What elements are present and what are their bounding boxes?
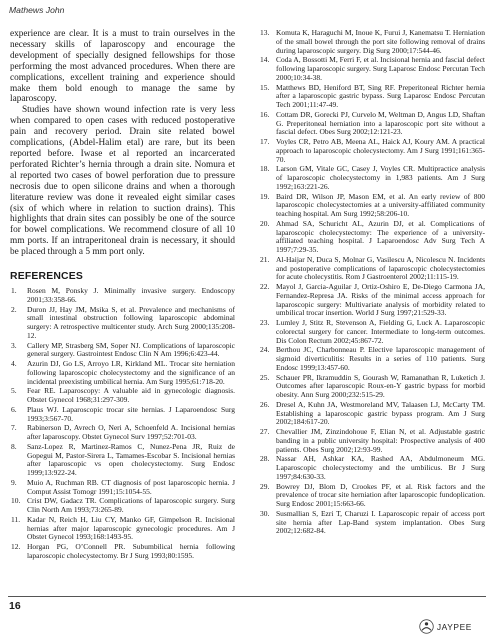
reference-item [10,342,235,360]
reference-number: 11. [11,514,21,524]
reference-text: Crist DW, Gadacz TR. Complications of laparoscopic surgery. Surg Clin North Am 1993;73:265-89. [27,496,235,515]
reference-number: 23. [260,318,270,327]
reference-number: 17. [260,137,270,146]
reference-item [259,346,485,372]
reference-number: 3. [11,340,17,350]
reference-number: 10. [11,496,21,506]
reference-number: 9. [11,477,17,487]
reference-item [259,256,485,282]
body-paragraph: experience are clear. It is a must to train ourselves in the necessary skills of laparoscopy and encourage the development of specially designed fellowships for those performing the most advanced procedures. When there are complications, excellent training and experience should make them bold enough to manage the same by laparoscopy. [10,29,235,105]
reference-number: 7. [11,423,17,433]
reference-text: Cottam DR, Gorecki PJ, Curvelo M, Weltman D, Angus LD, Shaftan G. Preperitoneal herniation into a laparoscopic port site without a fascial defect. Obes Surg 2002;12:121-23. [276,109,485,137]
reference-text: Matthews BD, Heniford BT, Sing RF. Preperitoneal Richter hernia after a laparoscopic gastric bypass. Surg Laparosc Endosc Percutan Tech 2001;11:47-49. [276,82,485,109]
reference-text: Lumley J, Stitz R, Stevenson A, Fielding G, Luck A. Laparoscopic colorectal surgery for cancer. Intermediate to long-term outcomes. Dis Colon Rectum 2002;45:867-72. [276,318,485,345]
reference-number: 8. [11,441,17,451]
right-column [259,29,485,537]
reference-item [259,56,485,82]
reference-text: Sanz-Lopez R, Martinez-Ramos C, Nunez-Pena JR, Ruiz de Gopegui M, Pastor-Sirera L, Tamames-Escobar S. Incisional hernias after laparoscopic vs open cholecystectomy. Surg Endosc 1999;13:922-24. [27,441,235,478]
reference-text: Bowrey DJ, Blom D, Crookes PF, et al. Risk factors and the prevalence of trocar site herniation after laparoscopic fundoplication. Surg Endosc 2001;15:663-66. [276,481,485,508]
reference-text: Baird DR, Wilson JP, Mason EM, et al. An early review of 800 laparoscopic cholecystectomies at a university-affiliated community teaching hospital. Am Surg 1992;58:206-10. [276,191,485,218]
reference-item [259,283,485,318]
publisher-name: JAYPEE [436,621,472,632]
reference-text: Muio A, Ruchman RB. CT diagnosis of post laparoscopic hernia. J Comput Assist Tomogr 1991;15:1054-55. [27,477,235,496]
reference-item [10,406,235,424]
reference-text: Chevallier JM, Zinzindohoue F, Elian N, et al. Adjustable gastric banding in a public university hospital: Prospective analysis of 400 patients. Obes Surg 2002;12:93-99. [276,427,485,454]
reference-text: Al-Haijar N, Duca S, Molnar G, Vasilescu A, Nicolescu N. Incidents and postoperative complications of laparoscopic cholecystectomies for acute cholecystitis. Rom J Gastroenterol 2002;11:115-19. [276,254,485,282]
reference-item [259,510,485,536]
reference-item [259,193,485,219]
reference-number: 24. [260,345,270,355]
reference-text: Komuta K, Haraguchi M, Inoue K, Furui J, Kanematsu T. Herniation of the small bowel through the port site following removal of drains during laparoscopic surgery. Dig Surg 2000;17:544-46. [276,28,485,55]
footer-rule [8,596,486,597]
reference-number: 13. [260,28,270,37]
reference-text: Plaus WJ. Laparoscopic trocar site hernias. J Laparoendosc Surg 1993;3:567-70. [27,404,235,423]
reference-item [10,497,235,515]
reference-item [259,401,485,427]
reference-number: 25. [260,372,270,382]
reference-item [259,455,485,481]
reference-text: Kadar N, Reich H, Liu CY, Manko GF, Gimpelson R. Incisional hernias after major laparoscopic gynecologic procedures. Am J Obstet Gynecol 1993;168:1493-95. [27,514,235,542]
reference-number: 30. [260,508,270,518]
reference-item [10,306,235,341]
reference-number: 6. [11,404,17,414]
reference-text: Berthou JC, Charbonneau P. Elective laparoscopic management of sigmoid diverticulitis: Results in a series of 110 patients. Surg Endosc 1999;13:457-60. [276,345,485,372]
reference-text: Schauer PR, Ikramuddin S, Gourash W, Ramanathan R, Luketich J. Outcomes after laparoscopic Roux-en-Y gastric bypass for morbid obesity. Ann Surg 2000;232:515-29. [276,372,485,399]
reference-number: 5. [11,386,17,396]
reference-number: 2. [11,304,17,314]
running-head: Mathews John [9,5,65,15]
reference-text: Ahmad SA, Schuricht AL, Azurin DJ, et al. Complications of laparoscopic cholecystectomy: The experience of a university-affiliated teaching hospital. J Laparoendosc Adv Surg Tech A 1997;7:29-35. [276,218,485,254]
reference-number: 1. [11,286,17,296]
reference-text: Susmallian S, Ezri T, Charuzi I. Laparoscopic repair of access port site hernia after Lap-Band system implantation. Obes Surg 2002;12:682-84. [276,508,485,536]
left-column [10,29,235,562]
reference-item [259,319,485,345]
reference-item [10,543,235,561]
reference-text: Duron JJ, Hay JM, Msika S, et al. Prevalence and mechanisms of small intestinal obstruction following laparoscopic abdominal surgery: A retrospective multicenter study. Arch Surg 2000;135:208-12. [27,304,235,340]
reference-item [259,483,485,509]
reference-item [259,220,485,255]
publisher-logo [419,619,472,634]
reference-number: 4. [11,359,17,369]
reference-text: Voyles CR, Petro AB, Meena AL, Haick AJ, Koury AM. A practical approach to laparoscopic cholecystectomy. Am J Surg 1991;161:365-70. [276,137,485,164]
reference-text: Nassar AH, Ashkar KA, Rashed AA, Abdulmoneum MG. Laparoscopic cholecystectomy and the umbilicus. Br J Surg 1997;84:630-33. [276,454,485,481]
references-heading: REFERENCES [10,271,84,283]
reference-number: 14. [260,55,270,65]
page-number: 16 [9,600,21,612]
reference-number: 15. [260,82,270,92]
reference-text: Coda A, Bossotti M, Ferri F, et al. Incisional hernia and fascial defect following laparoscopic surgery. Surg Laparosc Endosc Percutan Tech 2000;10:34-38. [276,55,485,82]
reference-number: 12. [11,542,21,552]
reference-item [10,479,235,497]
reference-item [10,360,235,386]
jaypee-logo-icon [419,619,434,634]
reference-item [10,387,235,405]
reference-number: 21. [260,254,270,264]
reference-list-right [259,29,485,536]
reference-item [10,443,235,478]
reference-text: Azurin DJ, Go LS, Arroyo LR, Kirkland ML. Trocar site herniation following laparoscopic cholecystectomy and the significance of an incidental preexisting umbilical hernia. Am Surg 1995;61:718-20. [27,359,235,386]
reference-number: 26. [260,399,270,409]
reference-item [259,84,485,110]
reference-number: 22. [260,282,270,291]
reference-text: Rosen M, Ponsky J. Minimally invasive surgery. Endoscopy 2001;33:358-66. [27,286,235,304]
reference-number: 16. [260,109,270,119]
reference-item [259,138,485,164]
reference-text: Fear RE. Laparoscopy: A valuable aid in gynecologic diagnosis. Obstet Gynecol 1968;31:297-309. [27,386,235,405]
reference-text: Dresel A, Kuhn JA, Westmoreland MV, Talaasen LJ, McCarty TM. Establishing a laparoscopic gastric bypass program. Am J Surg 2002;184:617-20. [276,399,485,427]
reference-text: Horgan PG, O’Connell PR. Subumbilical hernia following laparoscopic cholecystectomy. Br J Surg 1993;80:1595. [27,542,235,560]
body-paragraph: Studies have shown wound infection rate is very less when compared to open cases with reduced postoperative pain and recovery period. Drain site related bowel complications, (Abdel-Halim etal) are rare, but its been reported before. Iwase et al reported an incarcerated perforated Richter’s hernia through a drain site. Nomura et al reported two cases of bowel perforation due to pressure necrosis due to open silicone drains and when a thorough literature review was done it revealed eight similar cases (six of which where in relation to suction drains). This highlights that drain sites can possibly be one of the source for bowel complications. We recommend closure of all 10 mm ports. If an intraperitoneal drain is necessary, it should be placed through a 5 mm port only. [10,105,235,258]
reference-number: 19. [260,191,270,201]
reference-item [10,516,235,542]
reference-number: 29. [260,481,270,491]
reference-item [10,424,235,442]
reference-item [259,428,485,454]
reference-number: 27. [260,427,270,436]
reference-item [259,111,485,137]
reference-item [259,29,485,55]
reference-number: 18. [260,164,270,174]
body-text [10,29,235,258]
reference-text: Larson GM, Vitale GC, Casey J, Voyles CR. Multipractice analysis of laparoscopic cholecystectomy in 1,983 patients. Am J Surg 1992;163:221-26. [276,164,485,191]
reference-number: 28. [260,454,270,464]
reference-item [259,165,485,191]
reference-item [259,374,485,400]
reference-number: 20. [260,218,270,228]
reference-text: Rabinerson D, Avrech O, Neri A, Schoenfeld A. Incisional hernias after laparoscopy. Obstet Gynecol Surv 1997;52:701-03. [27,423,235,442]
reference-item [10,287,235,305]
reference-text: Mayol J, Garcia-Aguilar J, Ortiz-Oshiro E, De-Diego Carmona JA, Fernandez-Represa JA. Risks of the minimal access approach for laparoscopic surgery: Multivariate analysis of morbidity related to umbilical trocar insertion. World J Surg 1997;21:529-33. [276,282,485,318]
reference-text: Callery MP, Strasberg SM, Soper NJ. Complications of laparoscopic general surgery. Gastrointest Endosc Clin N Am 1996;6:423-44. [27,340,235,359]
reference-list-left [10,287,235,561]
